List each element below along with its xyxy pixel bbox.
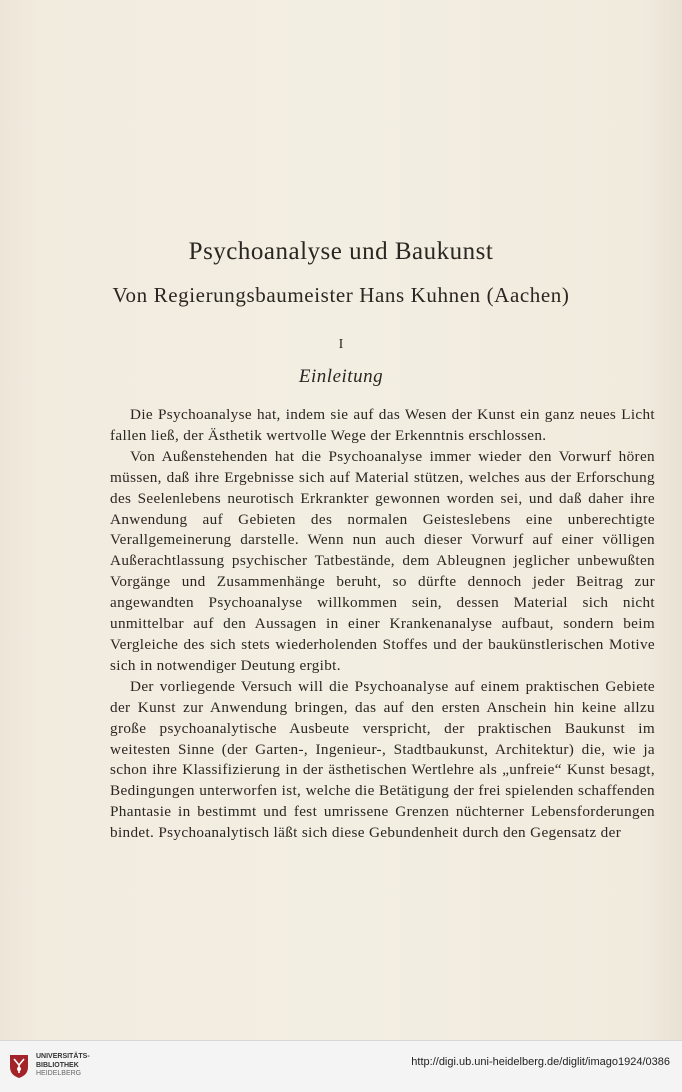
article-title: Psychoanalyse und Baukunst [188, 238, 494, 265]
library-name-line1: UNIVERSITÄTS- [36, 1053, 90, 1060]
article-byline: Von Regierungsbaumeister Hans Kuhnen (Aachen) [112, 283, 570, 307]
library-name-line3: HEIDELBERG [36, 1070, 82, 1077]
viewer-footer [0, 1040, 682, 1092]
body-text [110, 405, 655, 844]
library-logo-text[interactable] [36, 1053, 90, 1079]
library-name-line2: BIBLIOTHEK [36, 1061, 79, 1069]
paragraph-3: Der vorliegende Versuch will die Psychoanalyse auf einem praktischen Gebiete der Kunst zur Anwendung bringen, das auf den ersten Anschein hin keine allzu große psychoanalytische Ausbeute verspricht, der praktischen Baukunst im weitesten Sinne (der Garten-, Ingenieur-, Stadtbaukunst, Architektur) die, wie ja schon ihre Klassifizierung in der ästhetischen Wertlehre als „unfreie“ Kunst besagt, Bedingungen unterworfen ist, welche die Betätigung der frei spielenden schaffenden Phantasie in bestimmt und fest umrissene Grenzen nüchterner Lebensforderungen bindet. Psychoanalytisch läßt sich diese Gebundenheit durch den Gegensatz der [110, 677, 655, 842]
university-seal-icon[interactable] [8, 1053, 30, 1079]
section-heading: Einleitung [298, 366, 384, 387]
paragraph-2: Von Außenstehenden hat die Psychoanalyse immer wieder den Vorwurf hören müssen, daß ihre Ergebnisse sich auf Material stützen, welches aus der Erforschung des Seelenlebens neurotisch Erkrankter gewonnen worden sei, und daß daher ihre Anwendung auf Gebieten des normalen Geisteslebens eine unberechtigte Verallgemeinerung darstelle. Wenn nun auch dieser Vorwurf auf einer völligen Außerachtlassung psychischer Tatbestände, dem Ableugnen jeglicher unbewußten Vorgänge und Zusammenhänge beruht, so dürfte dennoch jeder Beitrag zur angewandten Psychoanalyse willkommen sein, dessen Material sich nicht unmittelbar auf den Aussagen in einer Krankenanalyse aufbaut, sondern beim Vergleiche des sich stets wiederholenden Stoffes und der baukünstlerischen Motive sich in notwendiger Deutung ergibt. [110, 447, 655, 674]
permalink-url[interactable]: http://digi.ub.uni-heidelberg.de/diglit/imago1924/0386 [411, 1056, 670, 1068]
paragraph-1: Die Psychoanalyse hat, indem sie auf das Wesen der Kunst ein ganz neues Licht fallen ließ, der Ästhetik wertvolle Wege der Erkenntnis erschlossen. [110, 406, 655, 444]
section-number: I [338, 337, 344, 352]
